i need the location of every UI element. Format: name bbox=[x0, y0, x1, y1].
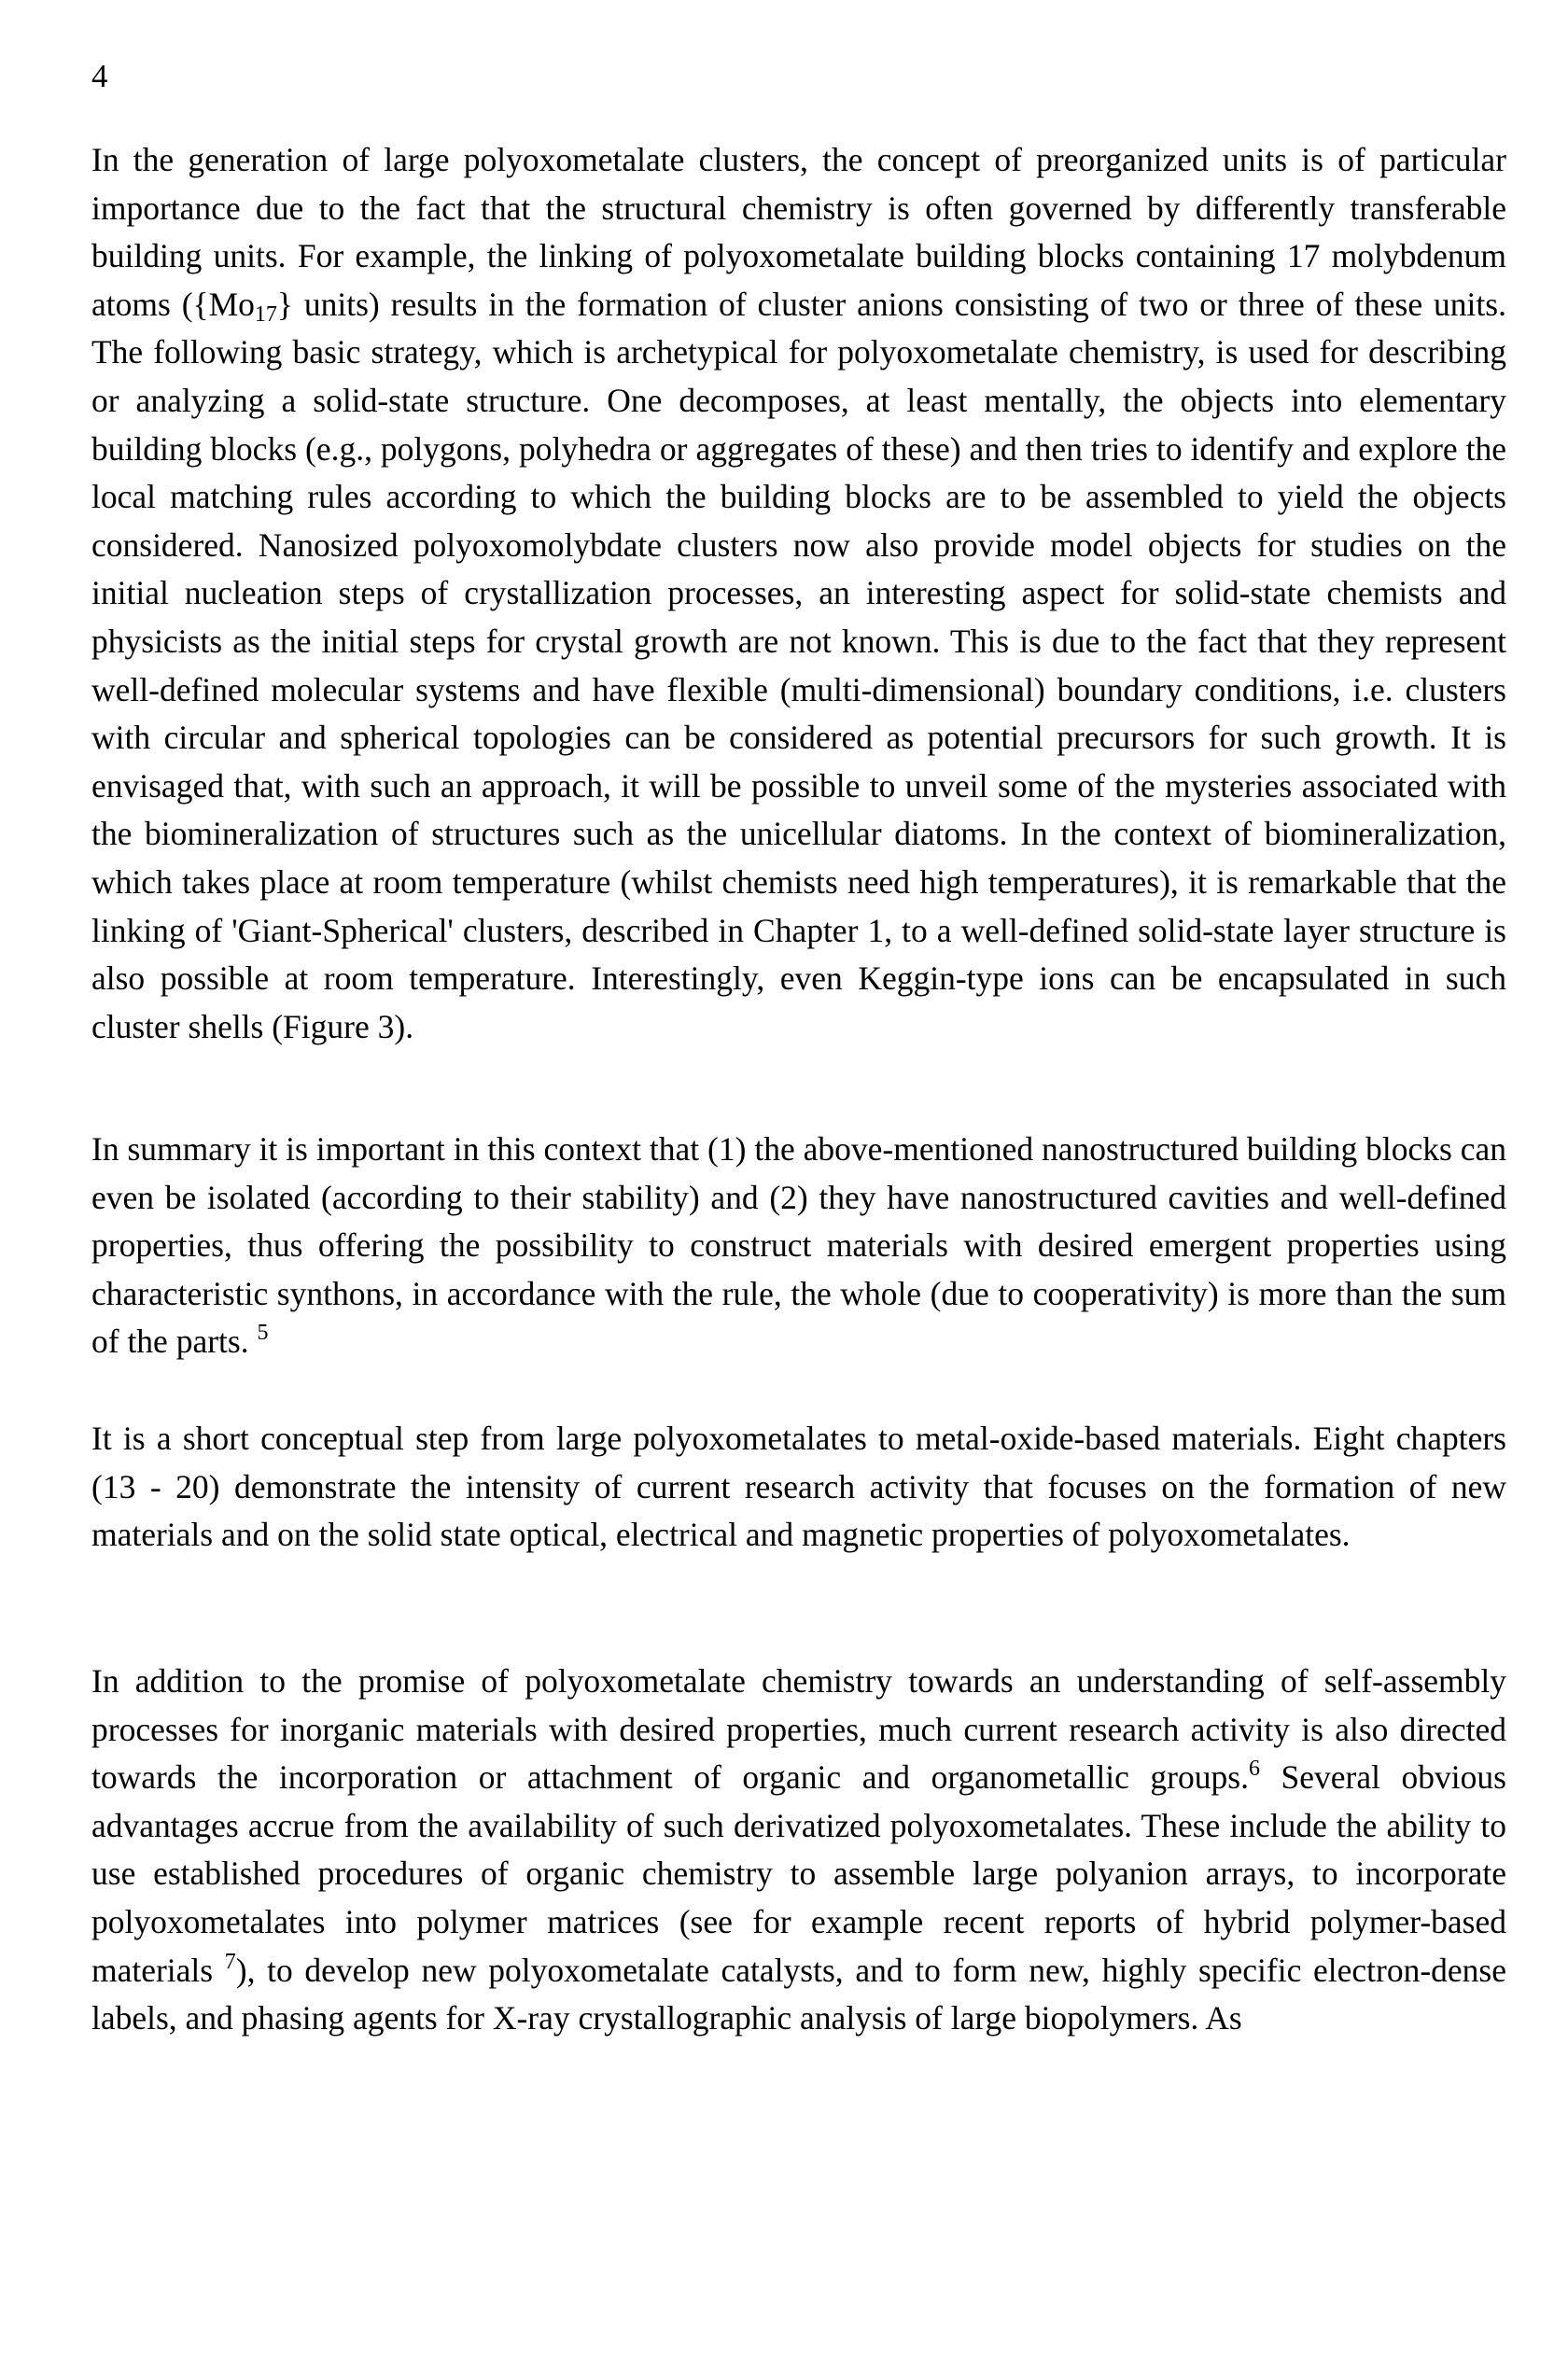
page-number: 4 bbox=[91, 58, 108, 94]
paragraph-text: ), to develop new polyoxometalate catalysts, and to form new, highly specific electron-dense labels, and phasing agents for X-ray crystallographic analysis of large biopolymers. As bbox=[91, 1951, 1507, 2037]
footnote-reference: 6 bbox=[1248, 1757, 1260, 1782]
paragraph-text: Several obvious advantages accrue from the availability of such derivatized polyoxometalates. These include the ability to use established procedures of organic chemistry to assemble large polyanion arrays, to incorporate polyoxometalates into polymer matrices (see for example recent reports of hybrid polymer-based materials bbox=[91, 1758, 1506, 1989]
subscript: 17 bbox=[254, 301, 277, 327]
paragraph-summary bbox=[91, 1126, 1506, 1366]
footnote-reference: 7 bbox=[224, 1949, 236, 1974]
paragraph-text: In the generation of large polyoxometalate clusters, the concept of preorganized units is of particular importance due to the fact that the structural chemistry is often governed by differently transferable building units. For example, the linking of polyoxometalate building blocks containing 17 molybdenum atoms ({Mo bbox=[91, 141, 1506, 323]
paragraph-text: It is a short conceptual step from large polyoxometalates to metal-oxide-based materials. Eight chapters (13 - 20) demonstrate the intensity of current research activity that focuses on the formation of new materials and on the solid state optical, electrical and magnetic properties of polyoxometalates. bbox=[91, 1420, 1506, 1554]
paragraph-text: In summary it is important in this context that (1) the above-mentioned nanostructured building blocks can even be isolated (according to their stability) and (2) they have nanostructured cavities and well-defined properties, thus offering the possibility to construct materials with desired emergent properties using characteristic synthons, in accordance with the rule, the whole (due to cooperativity) is more than the sum of the parts. bbox=[91, 1130, 1506, 1361]
paragraph-preorganized-units bbox=[91, 136, 1506, 1051]
paragraph-text: In addition to the promise of polyoxometalate chemistry towards an understanding of self-assembly processes for inorganic materials with desired properties, much current research activity is also directed towards the incorporation or attachment of organic and organometallic groups. bbox=[91, 1662, 1506, 1797]
paragraph-organic-derivatization bbox=[91, 1658, 1506, 2043]
paragraph-metal-oxide-materials bbox=[91, 1415, 1506, 1560]
paragraph-text: } units) results in the formation of cluster anions consisting of two or three of these units. The following basic strategy, which is archetypical for polyoxometalate chemistry, is used for describing or analyzing a solid-state structure. One decomposes, at least mentally, the objects into elementary building blocks (e.g., polygons, polyhedra or aggregates of these) and then tries to identify and explore the local matching rules according to which the building blocks are to be assembled to yield the objects considered. Nanosized polyoxomolybdate clusters now also provide model objects for studies on the initial nucleation steps of crystallization processes, an interesting aspect for solid-state chemists and physicists as the initial steps for crystal growth are not known. This is due to the fact that they represent well-defined molecular systems and have flexible (multi-dimensional) boundary conditions, i.e. clusters with circular and spherical topologies can be considered as potential precursors for such growth. It is envisaged that, with such an approach, it will be possible to unveil some of the mysteries associated with the biomineralization of structures such as the unicellular diatoms. In the context of biomineralization, which takes place at room temperature (whilst chemists need high temperatures), it is remarkable that the linking of 'Giant-Spherical' clusters, described in Chapter 1, to a well-defined solid-state layer structure is also possible at room temperature. Interestingly, even Keggin-type ions can be encapsulated in such cluster shells (Figure 3). bbox=[91, 285, 1506, 1045]
footnote-reference: 5 bbox=[257, 1321, 269, 1346]
